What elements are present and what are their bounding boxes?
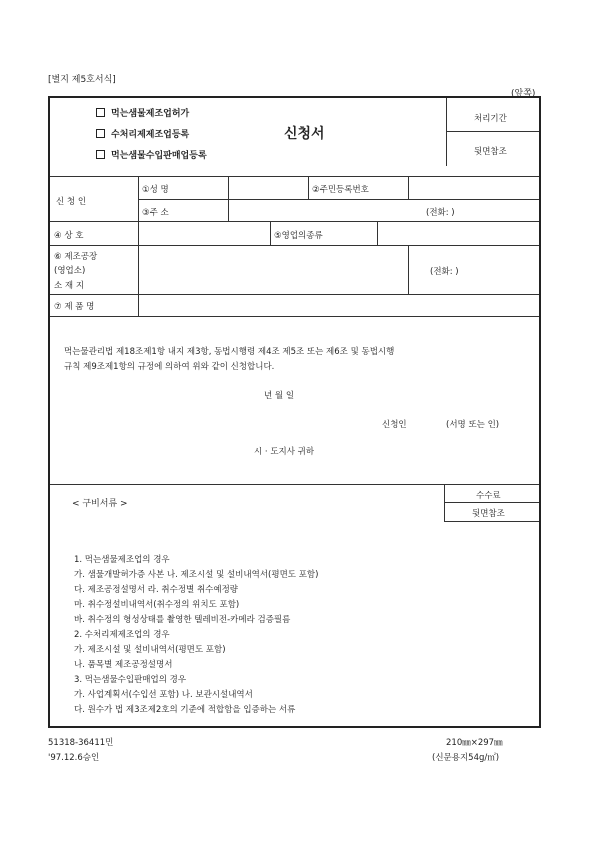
processing-period-label: 처리기간 [474, 114, 507, 124]
signature-label: (서명 또는 인) [446, 420, 500, 430]
statement-line-2: 규칙 제9조제1항의 규정에 의하여 위와 같이 신청합니다. [64, 362, 275, 372]
checkbox-import-registration[interactable]: 먹는샘물수입판매업등록 [96, 148, 207, 161]
statement-line-1: 먹는물관리법 제18조제1항 내지 제3항, 동법시행령 제4조 제5조 또는 제6조 및 동법시행 [64, 347, 395, 357]
addressee: 시 · 도지사 귀하 [254, 447, 315, 457]
business-name-label: ④ 상 호 [54, 231, 84, 241]
divider [50, 221, 539, 222]
business-type-label: ⑤영업의종류 [274, 231, 323, 241]
name-label: ①성 명 [142, 185, 169, 195]
fee-value: 뒷면참조 [472, 509, 505, 519]
page-side-label: (앞쪽) [511, 89, 536, 99]
list-item: 다. 제조공정설명서 라. 취수정별 취수예정량 [74, 585, 239, 595]
divider [408, 177, 409, 199]
divider [377, 222, 378, 245]
form-title: 신청서 [284, 126, 325, 142]
list-item: 1. 먹는샘물제조업의 경우 [74, 555, 170, 565]
divider [50, 484, 539, 485]
fee-label: 수수료 [476, 491, 501, 501]
checkbox-icon[interactable] [96, 129, 105, 138]
form-code: 51318-36411민 [48, 738, 114, 748]
divider [50, 176, 539, 177]
required-documents-header: < 구비서류 > [72, 499, 128, 509]
divider [444, 485, 445, 521]
checkbox-icon[interactable] [96, 150, 105, 159]
divider [308, 177, 309, 199]
divider [446, 98, 447, 166]
list-item: 가. 제조시설 및 설비내역서(평면도 포함) [74, 645, 226, 655]
list-item: 가. 샘물개발허가증 사본 나. 제조시설 및 설비내역서(평면도 포함) [74, 570, 319, 580]
divider [270, 222, 271, 245]
divider [408, 246, 409, 294]
divider [50, 316, 539, 317]
factory-label-3: 소 재 지 [54, 281, 85, 291]
divider [139, 199, 539, 200]
applicant-label: 신 청 인 [56, 197, 87, 207]
approval-date: '97.12.6승인 [48, 753, 100, 763]
applicant-sign-label: 신청인 [382, 420, 407, 430]
divider [138, 177, 139, 316]
divider [50, 245, 539, 246]
list-item: 나. 품목별 제조공정설명서 [74, 660, 173, 670]
checkbox-manufacture-permit[interactable]: 먹는샘물제조업허가 [96, 106, 189, 119]
list-item: 3. 먹는샘물수입판매업의 경우 [74, 675, 187, 685]
id-number-label: ②주민등록번호 [312, 185, 369, 195]
list-item: 가. 사업계획서(수입선 포함) 나. 보관시설내역서 [74, 690, 253, 700]
date-line: 년 월 일 [264, 391, 295, 401]
checkbox-icon[interactable] [96, 108, 105, 117]
factory-phone-label: (전화: ) [430, 267, 459, 277]
checkbox-treatment-registration[interactable]: 수처리제제조업등록 [96, 127, 189, 140]
list-item: 바. 취수정의 형성상태를 촬영한 텔레비전-카메라 검증필름 [74, 615, 291, 625]
divider [444, 502, 539, 503]
processing-period-value: 뒷면참조 [474, 147, 507, 157]
factory-label-2: (영업소) [54, 266, 86, 276]
list-item: 2. 수처리제제조업의 경우 [74, 630, 170, 640]
paper-type: (신문용지54g/㎡) [432, 753, 500, 763]
applicant-phone-label: (전화: ) [426, 208, 455, 218]
factory-label-1: ⑥ 제조공장 [54, 252, 98, 262]
product-name-label: ⑦ 제 품 명 [54, 302, 95, 312]
list-item: 다. 원수가 법 제3조제2호의 기준에 적합함을 입증하는 서류 [74, 705, 296, 715]
divider [50, 294, 539, 295]
list-item: 마. 취수정설비내역서(취수정의 위치도 포함) [74, 600, 240, 610]
form-id: [별지 제5호서식] [48, 75, 116, 85]
divider [446, 131, 539, 132]
divider [228, 177, 229, 221]
paper-size: 210㎜×297㎜ [446, 738, 503, 748]
divider [444, 521, 539, 522]
address-label: ③주 소 [142, 208, 169, 218]
